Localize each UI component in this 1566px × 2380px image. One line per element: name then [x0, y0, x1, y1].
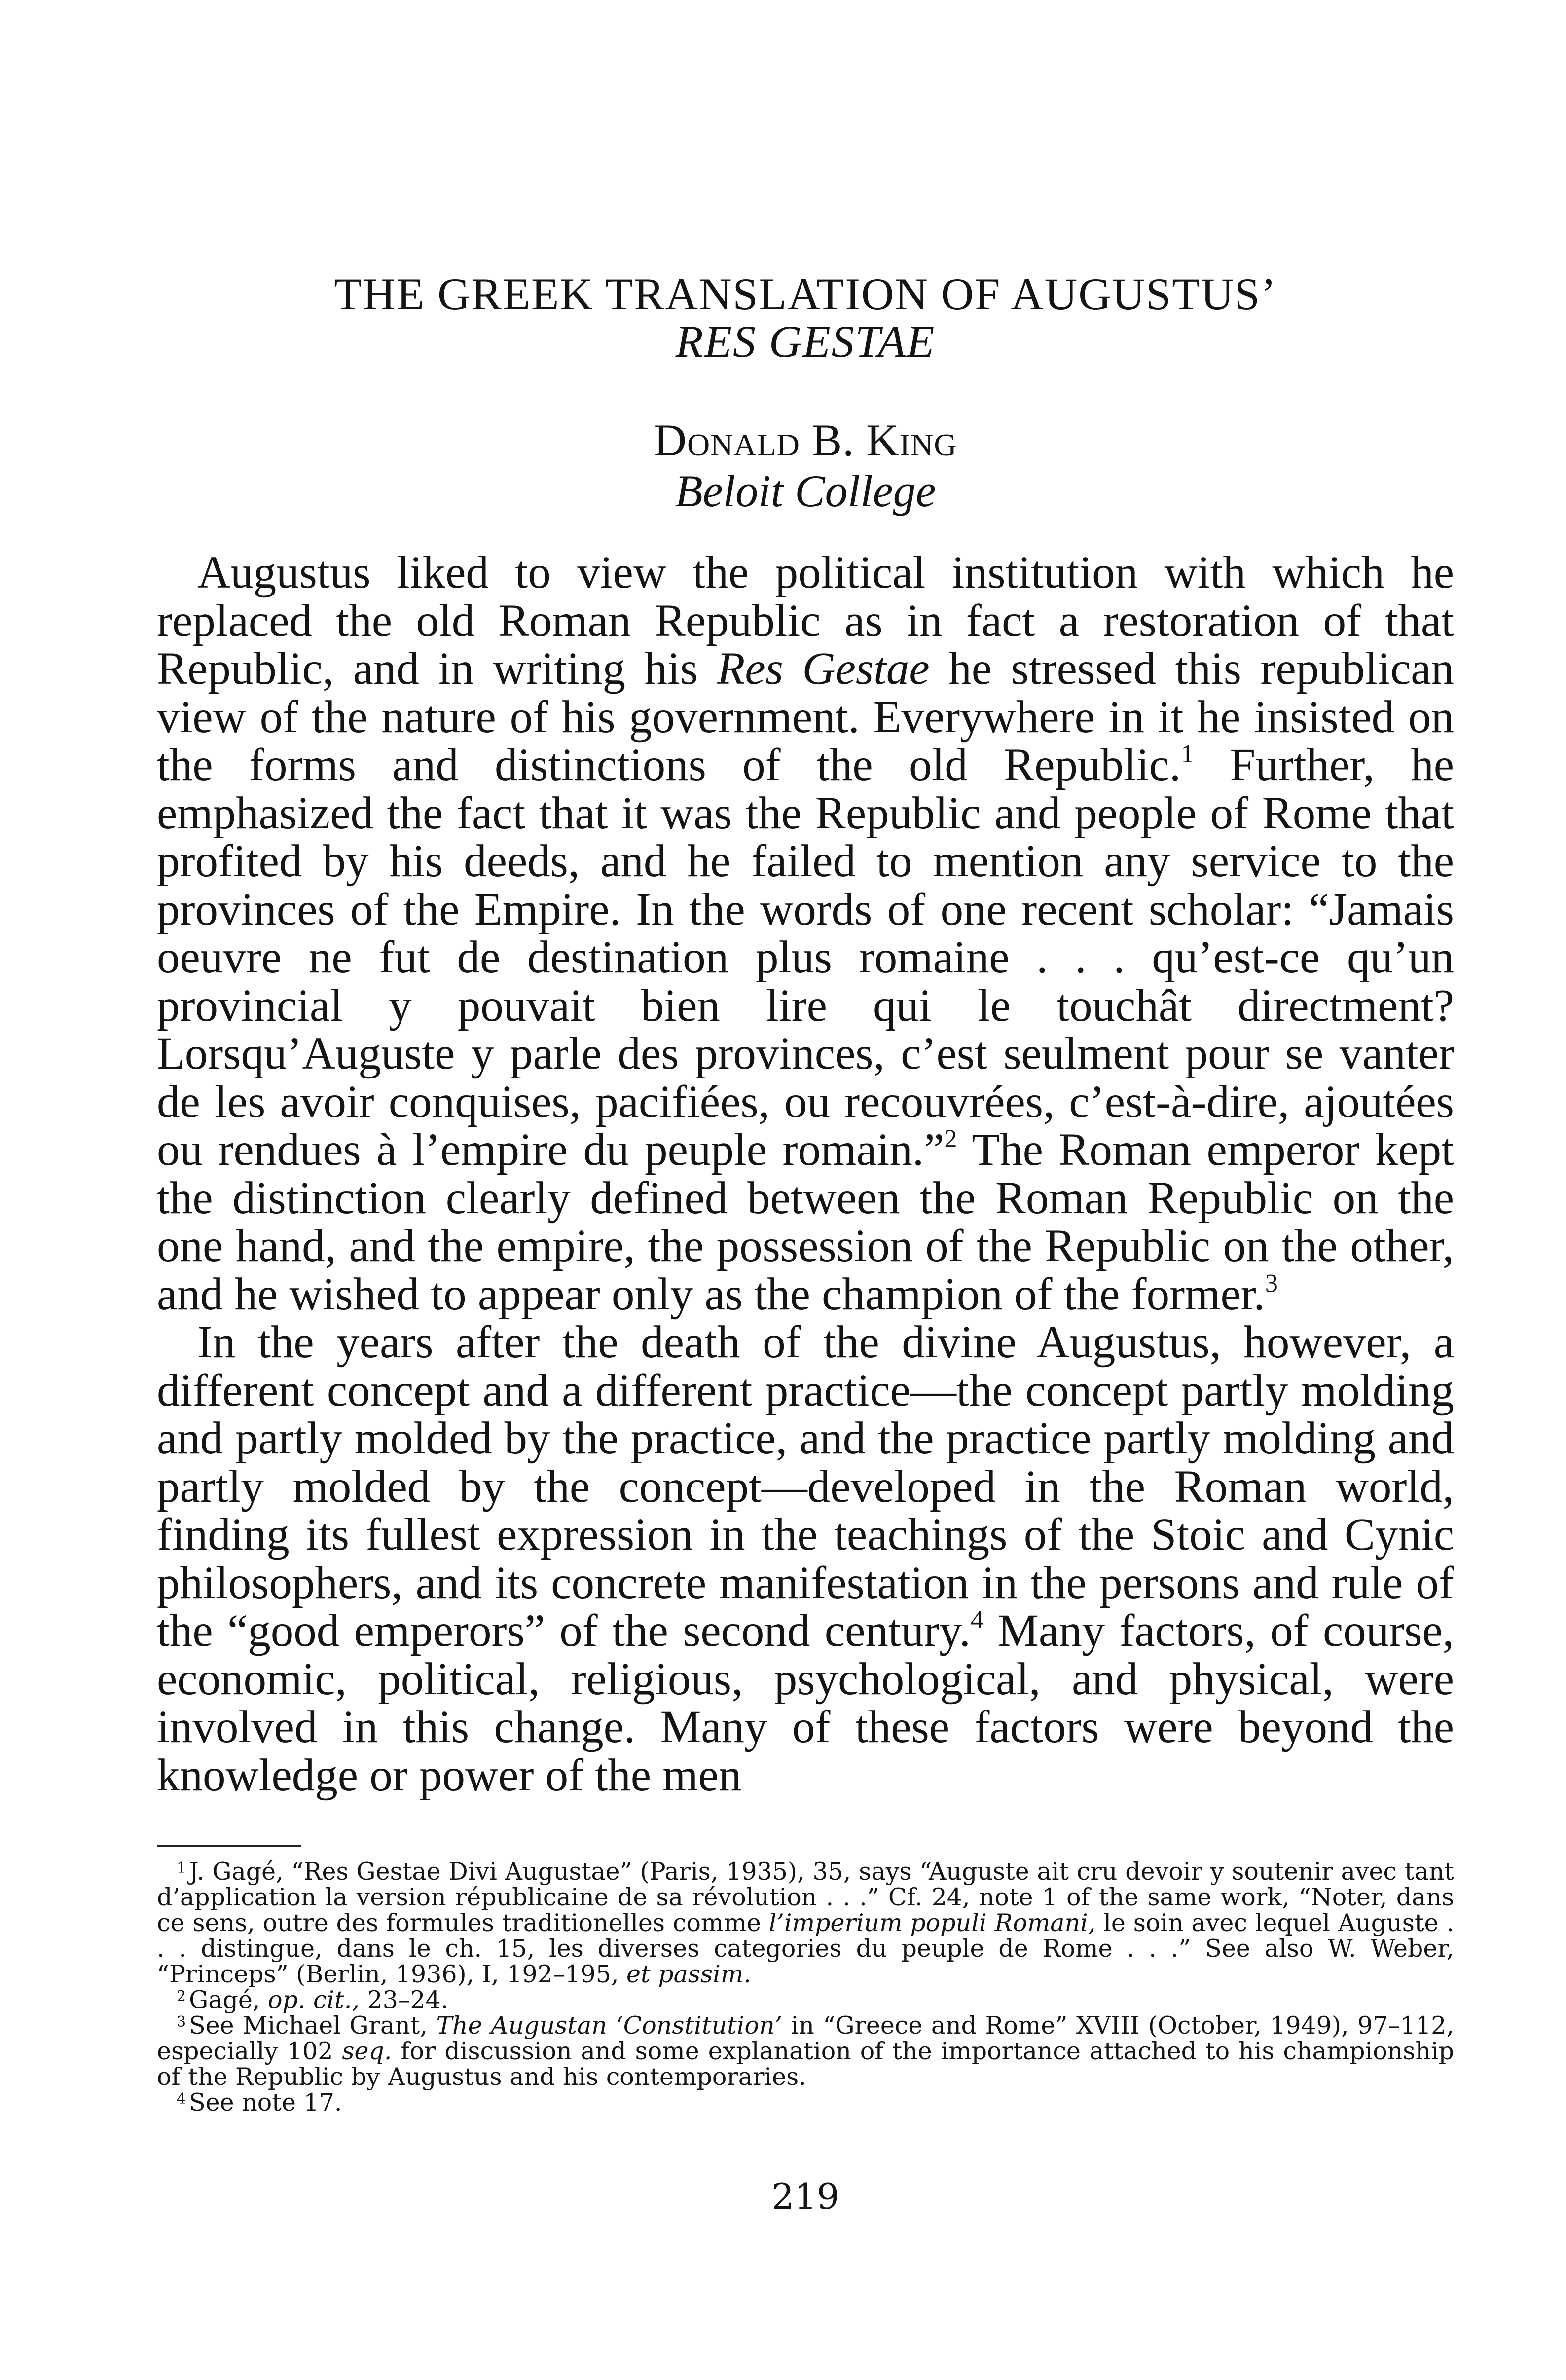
p1-text-b: he stressed this republican view of the nature of his government. Everywhere in it he insisted on the forms and distinctions of the old Republic.: [157, 643, 1455, 790]
footnote-ref-2[interactable]: 2: [944, 1125, 957, 1153]
footnote-2-text-a: Gagé,: [189, 1986, 268, 2014]
p2-text-a: In the years after the death of the divine Augustus, however, a different concept and a different practice—the concept partly molding and partly molded by the practice, and the practice partly molding and partly molded by the concept—developed in the Roman world, finding its fullest expression in the teachings of the Stoic and Cynic philosophers, and its concrete manifestation in the persons and rule of the “good emperors” of the second century.: [157, 1317, 1454, 1656]
footnote-3-text-a: See Michael Grant,: [189, 2011, 437, 2040]
p2-text-b: Many factors, of course, economic, political, religious, psychological, and physical, were involved in this change. Many of these factors were beyond the knowledge or power of the men: [157, 1605, 1454, 1801]
footnote-4-number: 4: [177, 2090, 186, 2108]
footnote-2-number: 2: [177, 1988, 186, 2005]
footnote-ref-1[interactable]: 1: [1181, 740, 1194, 768]
body-paragraph-1: [157, 549, 1454, 1318]
p1-work-title: Res Gestae: [717, 643, 930, 694]
journal-page: [157, 0, 1454, 2380]
body-paragraph-2: [157, 1318, 1454, 1799]
p1-text-a: Augustus liked to view the political institution with which he replaced the old Roman Republic as in fact a restoration of that Republic, and in writing his: [157, 547, 1454, 694]
footnote-1-text-b: le soin avec lequel Auguste . . . distingue, dans le ch. 15, les diverses categories du peuple de Rome . . .” See also W. Weber, “Princeps” (Berlin, 1936), I, 192–195,: [157, 1909, 1454, 1988]
footnote-1-text-a: J. Gagé, “Res Gestae Divi Augustae” (Paris, 1935), 35, says “Auguste ait cru devoir y soutenir avec tant d’application la version républicaine de sa révolution . . .” Cf. 24, note 1 of the same work, “Noter, dans ce sens, outre des formules traditionelles comme: [157, 1858, 1454, 1937]
footnote-ref-4[interactable]: 4: [970, 1606, 983, 1634]
footnote-4-text: See note 17.: [189, 2088, 342, 2117]
footnotes: [157, 1859, 1454, 2116]
footnote-1: [157, 1859, 1454, 1987]
footnote-divider: [157, 1845, 301, 1847]
footnote-1-italic-2: et passim.: [626, 1960, 751, 1988]
title-line-2: RES GESTAE: [675, 316, 936, 367]
footnote-ref-3[interactable]: 3: [1265, 1269, 1278, 1298]
p1-text-d: The Roman emperor kept the distinction clearly defined between the Roman Republic on the one hand, and the empire, the possession of the Republic on the other, and he wished to appear only as the champion of the former.: [157, 1124, 1454, 1320]
footnote-3: [157, 2013, 1454, 2090]
footnote-2-text-b: 23–24.: [359, 1986, 449, 2014]
author-affiliation: Beloit College: [675, 466, 936, 516]
footnote-1-number: 1: [177, 1859, 186, 1877]
footnote-2: [157, 1987, 1454, 2013]
footnote-4: [157, 2090, 1454, 2116]
footnote-3-italic: The Augustan ‘Constitution’: [436, 2011, 783, 2040]
footnote-2-italic: op. cit.,: [267, 1986, 360, 2014]
footnote-3-number: 3: [177, 2013, 186, 2031]
footnote-3-text-b: in “Greece and Rome” XVIII (October, 1949), 97–112, especially 102: [157, 2011, 1454, 2065]
footnote-1-italic: l’imperium populi Romani,: [768, 1909, 1096, 1937]
author-name: Donald B. King: [654, 415, 957, 465]
title-line-1: THE GREEK TRANSLATION OF AUGUSTUS’: [334, 269, 1277, 319]
page-number: 219: [771, 2176, 839, 2217]
article-title: [157, 270, 1454, 365]
footnote-3-italic-2: seq.: [342, 2037, 392, 2065]
footnote-3-text-c: for discussion and some explanation of the importance attached to his championship of the Republic by Augustus and his contemporaries.: [157, 2037, 1454, 2091]
article-body: [157, 549, 1454, 1799]
p1-text-c: Further, he emphasized the fact that it was the Republic and people of Rome that profited by his deeds, and he failed to mention any service to the provinces of the Empire. In the words of one recent scholar: “Jamais oeuvre ne fut de destination plus romaine . . . qu’est-ce qu’un provincial y pouvait bien lire qui le touchât directment? Lorsqu’Auguste y parle des provinces, c’est seulment pour se vanter de les avoir conquises, pacifiées, ou recouvrées, c’est-à-dire, ajoutées ou rendues à l’empire du peuple romain.”: [157, 740, 1454, 1175]
